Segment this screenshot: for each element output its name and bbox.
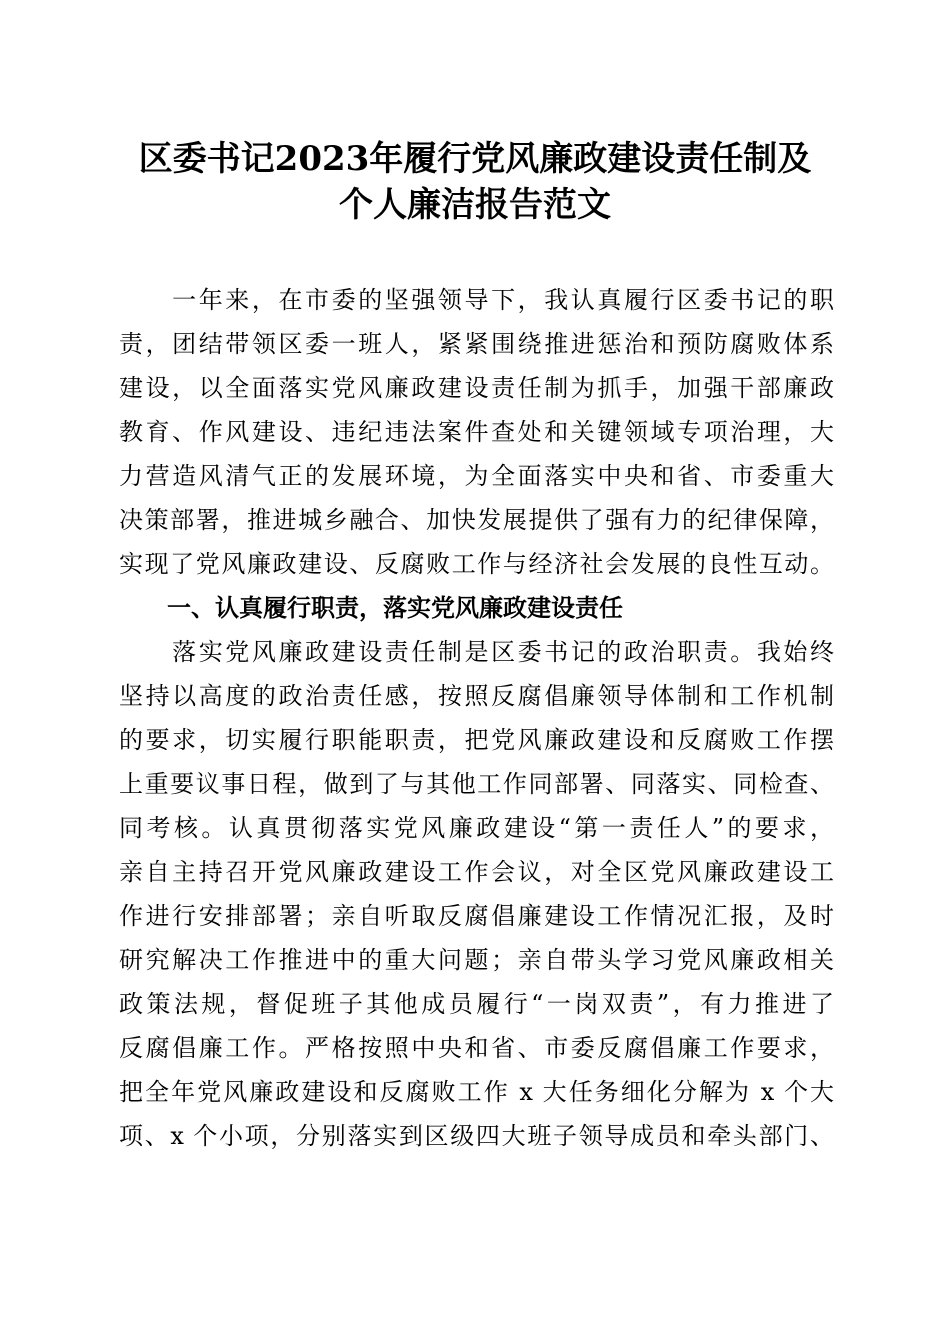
- paragraph-1-line: 力营造风清气正的发展环境，为全面落实中央和省、市委重大: [119, 462, 834, 490]
- paragraph-1-line: 教育、作风建设、违纪违法案件查处和关键领域专项治理，大: [119, 418, 834, 446]
- paragraph-1-line: 决策部署，推进城乡融合、加快发展提供了强有力的纪律保障，: [119, 506, 834, 534]
- paragraph-1-line: 实现了党风廉政建设、反腐败工作与经济社会发展的良性互动。: [119, 550, 834, 578]
- paragraph-1-line: 责，团结带领区委一班人，紧紧围绕推进惩治和预防腐败体系: [119, 330, 834, 358]
- paragraph-2-line: 作进行安排部署；亲自听取反腐倡廉建设工作情况汇报，及时: [119, 902, 834, 930]
- paragraph-2-line: 坚持以高度的政治责任感，按照反腐倡廉领导体制和工作机制: [119, 682, 834, 710]
- paragraph-2-line: 研究解决工作推进中的重大问题；亲自带头学习党风廉政相关: [119, 946, 834, 974]
- document-body: [119, 278, 834, 1158]
- paragraph-2-line: 同考核。认真贯彻落实党风廉政建设“第一责任人”的要求，: [119, 814, 834, 842]
- paragraph-2-line: 反腐倡廉工作。严格按照中央和省、市委反腐倡廉工作要求，: [119, 1034, 834, 1062]
- section-heading-1: 一、认真履行职责，落实党风廉政建设责任: [167, 594, 623, 622]
- document-title-line-1: 区委书记2023年履行党风廉政建设责任制及: [138, 139, 812, 179]
- paragraph-2-line: 落实党风廉政建设责任制是区委书记的政治职责。我始终: [119, 638, 834, 666]
- paragraph-2-line: 上重要议事日程，做到了与其他工作同部署、同落实、同检查、: [119, 770, 834, 798]
- paragraph-2-line: 把全年党风廉政建设和反腐败工作 x 大任务细化分解为 x 个大: [119, 1078, 834, 1106]
- paragraph-2-line: 政策法规，督促班子其他成员履行“一岗双责”，有力推进了: [119, 990, 834, 1018]
- paragraph-1-line: 一年来，在市委的坚强领导下，我认真履行区委书记的职: [119, 286, 834, 314]
- paragraph-2-line: 亲自主持召开党风廉政建设工作会议，对全区党风廉政建设工: [119, 858, 834, 886]
- document-title-line-2: 个人廉洁报告范文: [339, 185, 611, 225]
- paragraph-2-line: 的要求，切实履行职能职责，把党风廉政建设和反腐败工作摆: [119, 726, 834, 754]
- paragraph-2-line: 项、x 个小项，分别落实到区级四大班子领导成员和牵头部门、: [119, 1122, 834, 1150]
- paragraph-1-line: 建设，以全面落实党风廉政建设责任制为抓手，加强干部廉政: [119, 374, 834, 402]
